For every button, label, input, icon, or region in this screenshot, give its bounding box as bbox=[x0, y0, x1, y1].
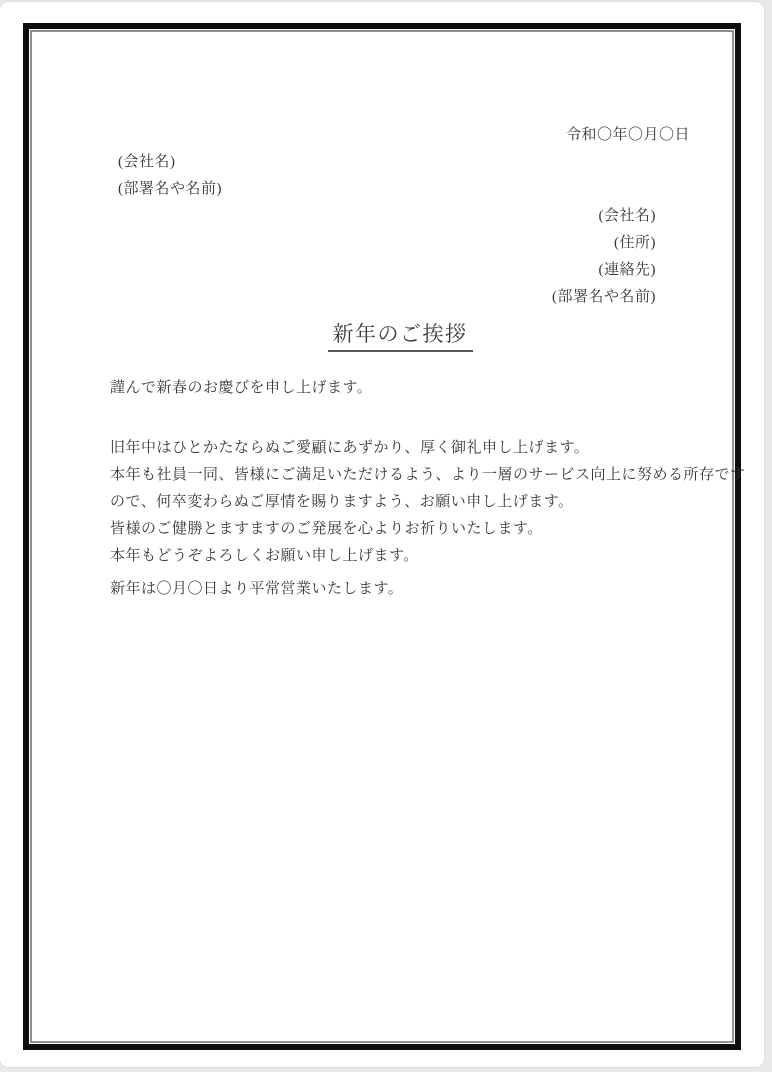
document-content bbox=[0, 2, 764, 1067]
body-line: 皆様のご健勝とますますのご発展を心よりお祈りいたします。 bbox=[110, 521, 543, 537]
title-row bbox=[110, 319, 690, 352]
document-page bbox=[0, 2, 764, 1067]
sender-block bbox=[110, 203, 690, 311]
recipient-department-name: (部署名や名前) bbox=[118, 181, 222, 197]
closing-line: 新年は〇月〇日より平常営業いたします。 bbox=[110, 581, 404, 597]
sender-company: (会社名) bbox=[598, 208, 656, 224]
body-line: ので、何卒変わらぬご厚情を賜りますよう、お願い申し上げます。 bbox=[110, 494, 574, 510]
recipient-block bbox=[118, 149, 690, 203]
body-paragraph bbox=[110, 435, 746, 570]
body-line: 本年も社員一同、皆様にご満足いただけるよう、より一層のサービス向上に努める所存です bbox=[110, 467, 746, 483]
body-line: 旧年中はひとかたならぬご愛顧にあずかり、厚く御礼申し上げます。 bbox=[110, 440, 590, 456]
body-line: 本年もどうぞよろしくお願い申し上げます。 bbox=[110, 548, 419, 564]
sender-department-name: (部署名や名前) bbox=[552, 289, 656, 305]
document-title: 新年のご挨拶 bbox=[328, 319, 473, 352]
sender-contact: (連絡先) bbox=[598, 262, 656, 278]
document-date: 令和〇年〇月〇日 bbox=[565, 127, 690, 143]
greeting-line: 謹んで新春のお慶びを申し上げます。 bbox=[110, 380, 373, 396]
recipient-company: (会社名) bbox=[118, 154, 176, 170]
sender-address: (住所) bbox=[614, 235, 656, 251]
